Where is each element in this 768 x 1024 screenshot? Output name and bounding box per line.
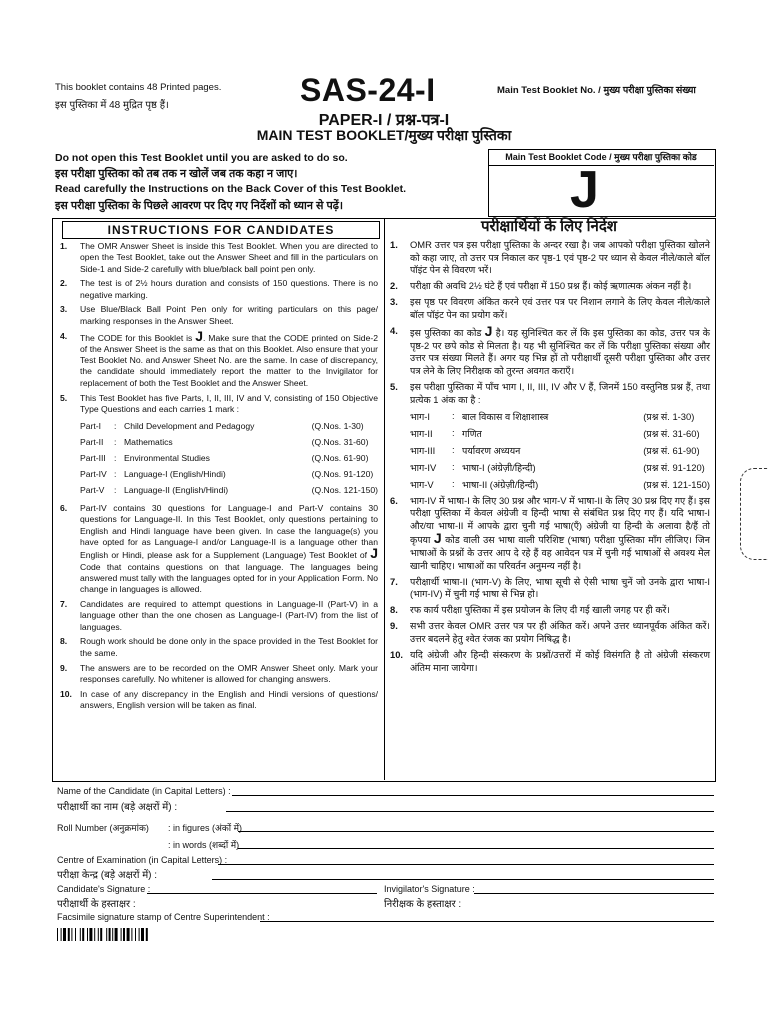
instruction-number: 7. bbox=[390, 575, 398, 587]
barcode-bar bbox=[135, 928, 136, 941]
part-subject: भाषा-II (अंग्रेज़ी/हिन्दी) bbox=[462, 478, 539, 490]
part-questions: (प्रश्न सं. 31-60) bbox=[643, 427, 700, 439]
instruction-text: Use Blue/Black Ball Point Pen only for writing particulars on this page/ marking responses in the Answer Sheet. bbox=[80, 304, 378, 326]
centre-label-hi: परीक्षा केन्द्र (बड़े अक्षरों में) : bbox=[57, 870, 158, 881]
en-instruction-8 bbox=[60, 636, 378, 659]
instruction-number: 8. bbox=[390, 604, 398, 616]
roll-number-label: Roll Number (अनुक्रमांक) bbox=[57, 823, 149, 833]
part-label: भाग-III bbox=[410, 444, 436, 456]
instruction-text: The test is of 2½ hours duration and consists of 150 questions. There is no negative marking. bbox=[80, 278, 378, 300]
barcode-bar bbox=[94, 928, 95, 941]
page-count-hi: इस पुस्तिका में 48 मुद्रित पृष्ठ हैं। bbox=[55, 100, 169, 111]
warning-open-en: Do not open this Test Booklet until you are asked to do so. bbox=[55, 152, 348, 164]
hi-instruction-3 bbox=[390, 296, 710, 321]
paper-title: PAPER-I / प्रश्न-पत्र-I bbox=[318, 112, 450, 129]
part-subject: Environmental Studies bbox=[124, 453, 210, 464]
instructions-heading-en: INSTRUCTIONS FOR CANDIDATES bbox=[62, 221, 380, 239]
instruction-text: Code that contains questions on that language. The languages being answered must tally with the languages opted for in your Application Form. No change in languages is allowed. bbox=[80, 561, 378, 595]
barcode-bar bbox=[100, 928, 102, 941]
page-count-en: This booklet contains 48 Printed pages. bbox=[55, 82, 222, 93]
part-subject: गणित bbox=[462, 427, 482, 439]
roll-figures-label: : in figures (अंकों में) bbox=[168, 823, 243, 833]
en-instruction-6 bbox=[60, 503, 378, 595]
barcode-bar bbox=[109, 928, 111, 941]
instruction-number: 10. bbox=[60, 688, 72, 699]
hi-instruction-5 bbox=[390, 381, 710, 406]
instruction-text: The OMR Answer Sheet is inside this Test Booklet. When you are directed to open the Test Booklet, take out the Answer Sheet and fill in the particulars on Side-1 and Side-2 carefully with blue/black ball point pen only. bbox=[80, 241, 378, 274]
hi-parts-table bbox=[410, 410, 710, 491]
part-label: भाग-II bbox=[410, 427, 433, 439]
barcode-bar bbox=[131, 928, 132, 941]
part-label: Part-IV bbox=[80, 469, 107, 480]
part-label: भाग-I bbox=[410, 410, 431, 422]
part-subject: Language-I (English/Hindi) bbox=[124, 469, 226, 480]
part-questions: (Q.Nos. 61-90) bbox=[311, 453, 369, 464]
hi-instruction-4 bbox=[390, 325, 710, 377]
instruction-number: 6. bbox=[390, 494, 398, 506]
separator: : bbox=[452, 477, 455, 489]
en-instruction-5 bbox=[60, 393, 378, 416]
part-subject: Mathematics bbox=[124, 437, 173, 448]
candidate-signature-label-hi: परीक्षार्थी के हस्ताक्षर : bbox=[57, 899, 136, 910]
part-subject: पर्यावरण अध्ययन bbox=[462, 444, 521, 456]
barcode-bar bbox=[89, 928, 92, 941]
hi-instruction-7 bbox=[390, 576, 710, 601]
hi-instruction-2 bbox=[390, 280, 710, 293]
warning-read-en: Read carefully the Instructions on the Back Cover of this Test Booklet. bbox=[55, 183, 407, 195]
barcode-bar bbox=[106, 928, 107, 941]
hi-instruction-10 bbox=[390, 649, 710, 674]
instruction-text: In case of any discrepancy in the English and Hindi versions of questions/ answers, English version will be taken as final. bbox=[80, 688, 378, 710]
facsimile-label: Facsimile signature stamp of Centre Superintendent : bbox=[57, 912, 270, 922]
instructions-list-hi bbox=[390, 239, 710, 678]
instruction-number: 4. bbox=[60, 330, 68, 341]
code-letter-inline: J bbox=[433, 530, 442, 547]
barcode-bar bbox=[112, 928, 113, 941]
barcode-bar bbox=[61, 928, 62, 941]
barcode-bar bbox=[71, 928, 72, 941]
part-questions: (प्रश्न सं. 121-150) bbox=[643, 478, 710, 490]
centre-label: Centre of Examination (in Capital Letters) : bbox=[57, 855, 228, 865]
en-parts-table bbox=[80, 421, 378, 495]
part-questions: (Q.Nos. 121-150) bbox=[311, 485, 378, 496]
separator: : bbox=[114, 453, 117, 464]
instruction-text: . Make sure that the CODE printed on Side-2 of the Answer Sheet is the same as that on this Booklet. Also ensure that your Test Booklet No. and Answer Sheet No. are the same. In case of discrepancy, the candidate should immediately report the matter to the Invigilator for replacement of both the Test Booklet and the Answer Sheet. bbox=[80, 332, 378, 388]
en-instruction-7 bbox=[60, 599, 378, 633]
part-label: भाग-IV bbox=[410, 461, 437, 473]
instruction-text: OMR उत्तर पत्र इस परीक्षा पुस्तिका के अन्दर रखा है। जब आपको परीक्षा पुस्तिका खोलने को कहा जाए, तो उत्तर पत्र निकाल कर पृष्ठ-1 एवं पृष्ठ-2 पर ध्यान से केवल नीले/काले बॉल पॉइंट पेन से विवरण भरें। bbox=[410, 239, 710, 276]
separator: : bbox=[114, 485, 117, 496]
roll-figures-field[interactable] bbox=[238, 831, 714, 832]
barcode-bar bbox=[87, 928, 88, 941]
instruction-text: Candidates are required to attempt questions in Language-II (Part-V) in a language other than the one chosen as Language-I (Part-IV) from the list of languages. bbox=[80, 599, 378, 632]
barcode-bar bbox=[146, 928, 148, 941]
instruction-number: 3. bbox=[390, 296, 398, 308]
en-instruction-9 bbox=[60, 663, 378, 686]
barcode-bar bbox=[68, 928, 70, 941]
en-instruction-1 bbox=[60, 241, 378, 275]
barcode-bar bbox=[115, 928, 118, 941]
hi-instruction-8 bbox=[390, 604, 710, 617]
roll-words-label: : in words (शब्दों में) bbox=[168, 840, 240, 850]
barcode-bar bbox=[121, 928, 122, 941]
part-questions: (प्रश्न सं. 91-120) bbox=[643, 461, 705, 473]
part-subject: Language-II (English/Hindi) bbox=[124, 485, 229, 496]
separator: : bbox=[114, 469, 117, 480]
barcode-bar bbox=[75, 928, 76, 941]
barcode-bar bbox=[127, 928, 130, 941]
instruction-text: Part-IV contains 30 questions for Language-I and Part-V contains 30 questions for Language-II. In this Test Booklet, only questions pertaining to English and Hindi language have been given. In case the language(s) you have opted for as Language-I and/or Language-II is a language other than English or Hindi, please ask for a Supplement (Language) Test Booklet of bbox=[80, 503, 378, 561]
instruction-number: 1. bbox=[390, 239, 398, 250]
instruction-text: रफ कार्य परीक्षा पुस्तिका में इस प्रयोजन के लिए दी गई खाली जगह पर ही करें। bbox=[410, 604, 670, 616]
part-questions: (प्रश्न सं. 61-90) bbox=[643, 444, 700, 456]
part-label: भाग-V bbox=[410, 478, 434, 490]
part-label: Part-III bbox=[80, 453, 106, 464]
instruction-number: 2. bbox=[390, 280, 398, 292]
instruction-number: 9. bbox=[390, 620, 398, 632]
booklet-number-label: Main Test Booklet No. / मुख्य परीक्षा पुस्तिका संख्या bbox=[497, 85, 696, 96]
part-questions: (प्रश्न सं. 1-30) bbox=[643, 410, 695, 422]
candidate-name-field[interactable] bbox=[232, 795, 714, 796]
instruction-text: है। यह सुनिश्चित कर लें कि इस पुस्तिका का कोड, उत्तर पत्र के पृष्ठ-2 पर छपे कोड से मिलता है। यह भी सुनिश्चित कर लें कि परीक्षा पुस्तिका संख्या और उत्तर पत्र संख्या मिलते हैं। अगर यह भिन्न हों तो परीक्षार्थी दूसरी परीक्षा पुस्तिका और उत्तर पत्र लेने के लिए निरीक्षक को तुरन्त अवगत कराएँ। bbox=[410, 327, 710, 376]
invigilator-signature-field[interactable] bbox=[474, 893, 714, 894]
en-instruction-3 bbox=[60, 304, 378, 327]
instruction-text: The CODE for this Booklet is bbox=[80, 332, 196, 343]
instruction-text: The answers are to be recorded on the OMR Answer Sheet only. Mark your responses carefully. No whitener is allowed for changing answers. bbox=[80, 662, 378, 684]
side-binding-mark bbox=[740, 468, 768, 560]
separator: : bbox=[452, 426, 455, 438]
code-letter-inline: J bbox=[484, 323, 493, 340]
candidate-name-label-hi: परीक्षार्थी का नाम (बड़े अक्षरों में) : bbox=[57, 802, 178, 813]
en-instruction-4 bbox=[60, 327, 378, 389]
instruction-number: 7. bbox=[60, 599, 68, 610]
part-label: Part-I bbox=[80, 421, 102, 432]
separator: : bbox=[452, 460, 455, 472]
hi-instruction-6 bbox=[390, 495, 710, 573]
part-subject: Child Development and Pedagogy bbox=[124, 421, 255, 432]
instruction-number: 3. bbox=[60, 304, 68, 315]
instruction-number: 4. bbox=[390, 325, 398, 337]
invigilator-signature-label-hi: निरीक्षक के हस्ताक्षर : bbox=[384, 899, 462, 910]
separator: : bbox=[114, 421, 117, 432]
barcode-bar bbox=[139, 928, 140, 941]
hi-instruction-1 bbox=[390, 239, 710, 277]
instruction-text: कोड वाली उस भाषा वाली परिशिष्ट (भाषा) परीक्षा पुस्तिका माँग लीजिए। जिन भाषाओं के प्रश्नों के उत्तर आप दे रहे हैं वह आवेदन पत्र में चुनी गई भाषाओं से अवश्य मेल खानी चाहिए। भाषाओं का परिवर्तन अनुमन्य नहीं है। bbox=[410, 534, 710, 571]
barcode-bar bbox=[80, 928, 81, 941]
en-instruction-2 bbox=[60, 278, 378, 301]
barcode-bar bbox=[82, 928, 84, 941]
part-label: Part-II bbox=[80, 437, 104, 448]
en-instruction-10 bbox=[60, 689, 378, 712]
instruction-text: परीक्षार्थी भाषा-II (भाग-V) के लिए, भाषा सूची से ऐसी भाषा चुनें जो उनके द्वारा भाषा-I (भाग-IV) में चुनी गई भाषा से भिन्न हो। bbox=[410, 575, 710, 600]
part-label: Part-V bbox=[80, 485, 105, 496]
invigilator-signature-label: Invigilator's Signature : bbox=[384, 884, 475, 894]
booklet-code-label: Main Test Booklet Code / मुख्य परीक्षा पुस्तिका कोड bbox=[488, 149, 714, 166]
booklet-code-letter: J bbox=[570, 161, 599, 219]
instruction-text: इस परीक्षा पुस्तिका में पाँच भाग I, II, III, IV और V हैं, जिनमें 150 वस्तुनिष्ठ प्रश्न हैं, तथा प्रत्येक 1 अंक का है : bbox=[410, 380, 710, 405]
instruction-number: 5. bbox=[60, 392, 68, 403]
code-letter-inline: J bbox=[370, 545, 378, 562]
booklet-series-title: SAS-24-I bbox=[300, 72, 436, 108]
candidate-name-field-2[interactable] bbox=[226, 811, 714, 812]
instruction-text: Rough work should be done only in the space provided in the Test Booklet for the same. bbox=[80, 636, 378, 658]
separator: : bbox=[452, 443, 455, 455]
barcode-bar bbox=[63, 928, 66, 941]
part-questions: (Q.Nos. 31-60) bbox=[311, 437, 369, 448]
instruction-text: यदि अंग्रेजी और हिन्दी संस्करण के प्रश्नों/उत्तरों में कोई विसंगति है तो अंग्रेजी संस्करण अंतिम माना जायेगा। bbox=[410, 649, 710, 673]
instruction-text: इस पुस्तिका का कोड bbox=[410, 327, 485, 339]
barcode-bar bbox=[57, 928, 58, 941]
facsimile-field[interactable] bbox=[260, 921, 714, 922]
code-letter-inline: J bbox=[195, 327, 204, 344]
instructions-heading-hi: परीक्षार्थियों के लिए निर्देश bbox=[481, 218, 617, 235]
instructions-list-en bbox=[60, 241, 378, 715]
barcode-bar bbox=[141, 928, 144, 941]
part-subject: बाल विकास व शिक्षाशास्त्र bbox=[462, 410, 549, 422]
candidate-signature-label: Candidate's Signature : bbox=[57, 884, 151, 894]
instruction-text: भाग-IV में भाषा-I के लिए 30 प्रश्न और भाग-V में भाषा-II के लिए 30 प्रश्न दिए गए हैं। इस परीक्षा पुस्तिका में केवल अंग्रेजी व हिन्दी भाषा से संबंधित प्रश्न दिए गए हैं। यदि भाषा-I और/या भाषा-II में आपके द्वारा चुनी गई भाषा(एँ) अंग्रेजी या हिन्दी के अलावा है/हैं तो कृपया bbox=[410, 494, 710, 546]
separator: : bbox=[114, 437, 117, 448]
instruction-number: 6. bbox=[60, 503, 68, 514]
instruction-number: 2. bbox=[60, 278, 68, 289]
barcode-bar bbox=[98, 928, 99, 941]
instruction-number: 9. bbox=[60, 662, 68, 673]
instruction-number: 5. bbox=[390, 380, 398, 392]
part-questions: (Q.Nos. 91-120) bbox=[311, 469, 374, 480]
centre-field[interactable] bbox=[218, 864, 714, 865]
main-booklet-title: MAIN TEST BOOKLET/मुख्य परीक्षा पुस्तिका bbox=[256, 127, 512, 143]
instruction-text: परीक्षा की अवधि 2½ घंटे हैं एवं परीक्षा में 150 प्रश्न हैं। कोई ऋणात्मक अंकन नहीं है। bbox=[410, 280, 692, 292]
barcode-bar bbox=[123, 928, 125, 941]
centre-field-2[interactable] bbox=[212, 879, 714, 880]
roll-words-field[interactable] bbox=[238, 848, 714, 849]
instruction-text: This Test Booklet has five Parts, I, II, III, IV and V, consisting of 150 Objective Type Questions and each carries 1 mark : bbox=[80, 392, 378, 414]
column-divider bbox=[384, 218, 385, 780]
warning-open-hi: इस परीक्षा पुस्तिका को तब तक न खोलें जब तक कहा न जाए। bbox=[55, 168, 298, 180]
instruction-number: 8. bbox=[60, 636, 68, 647]
instruction-number: 10. bbox=[390, 649, 404, 661]
candidate-signature-field[interactable] bbox=[147, 893, 377, 894]
separator: : bbox=[452, 409, 455, 421]
instruction-text: सभी उत्तर केवल OMR उत्तर पत्र पर ही अंकित करें। अपने उत्तर ध्यानपूर्वक अंकित करें। उत्तर बदलने हेतु श्वेत रंजक का प्रयोग निषिद्ध है। bbox=[410, 620, 710, 645]
part-questions: (Q.Nos. 1-30) bbox=[311, 421, 364, 432]
hi-instruction-9 bbox=[390, 620, 710, 645]
instruction-text: इस पृष्ठ पर विवरण अंकित करने एवं उत्तर पत्र पर निशान लगाने के लिए केवल नीले/काले बॉल पॉइंट पेन का प्रयोग करें। bbox=[410, 296, 710, 320]
warning-read-hi: इस परीक्षा पुस्तिका के पिछले आवरण पर दिए गए निर्देशों को ध्यान से पढ़ें। bbox=[55, 200, 344, 212]
instruction-number: 1. bbox=[60, 241, 68, 251]
candidate-name-label: Name of the Candidate (in Capital Letters) : bbox=[57, 786, 231, 796]
part-subject: भाषा-I (अंग्रेज़ी/हिन्दी) bbox=[462, 461, 536, 473]
barcode bbox=[57, 928, 175, 941]
